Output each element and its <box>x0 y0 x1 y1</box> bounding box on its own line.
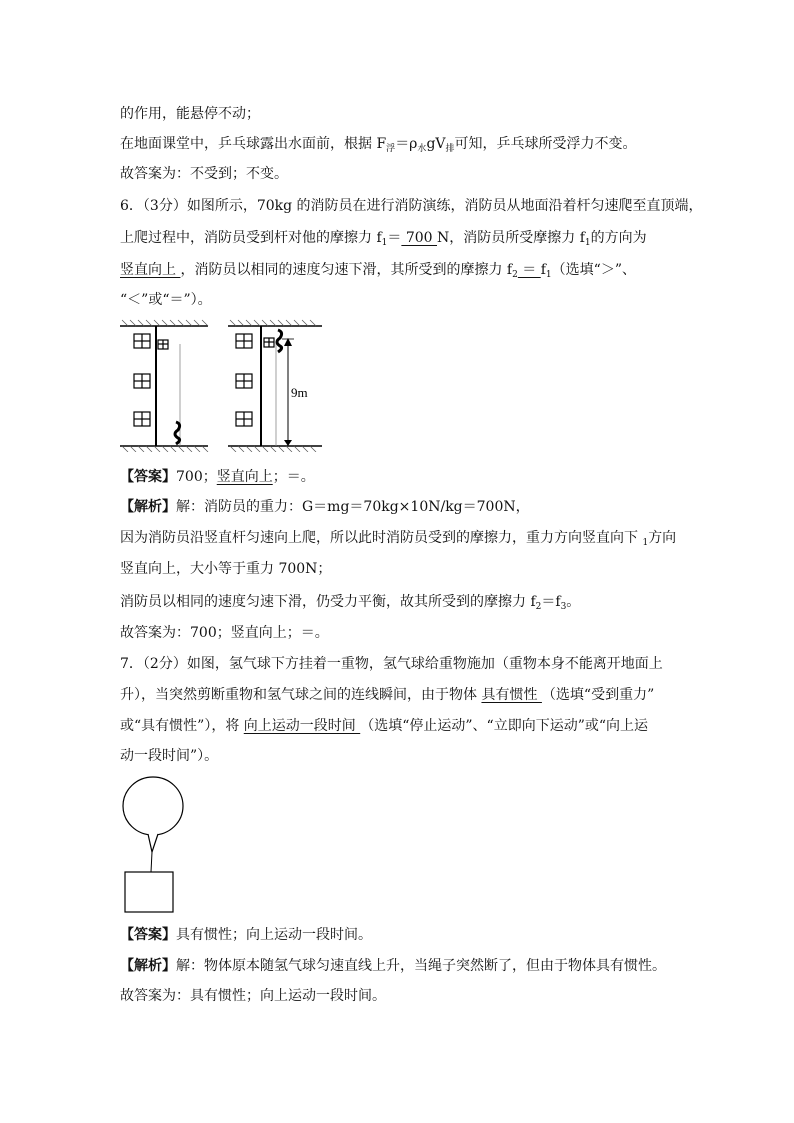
answer-blank: 竖直向上 <box>120 262 181 278</box>
final-answer-6: 故答案为：700；竖直向上；＝。 <box>120 625 329 641</box>
question-7-line: 或“具有惯性”），将 向上运动一段时间 （选填“停止运动”、“立即向下运动”或“向上运 <box>120 718 649 734</box>
question-6: 6．（3分）如图所示，70kg 的消防员在进行消防演练，消防员从地面沿着杆匀速爬至直顶端， <box>120 198 703 214</box>
question-7-line: 动一段时间”）。 <box>120 748 219 764</box>
firefighter-icon <box>175 422 180 444</box>
question-6-line: 竖直向上 ，消防员以相同的速度匀速下滑，其所受到的摩擦力 $f_2 = f_1$（选填“＞”、 <box>120 262 636 280</box>
text-line: 在地面课堂中，乒乓球露出水面前，根据 $F_浮=\rho_水gV_排$可知，乒乓球所受浮力不变。 <box>120 136 637 154</box>
explanation-6-line: 消防员以相同的速度匀速下滑，仍受力平衡，故其所受到的摩擦力 $f_2=f_3$。 <box>120 594 581 612</box>
balloon-figure <box>118 774 190 916</box>
figure-right-panel <box>228 320 322 452</box>
answer-blank: ＝ <box>517 262 541 278</box>
answer-blank: 700 <box>401 230 437 246</box>
answer-6: 【答案】700；竖直向上；＝。 <box>120 469 315 485</box>
explanation-7: 【解析】解：物体原本随氢气球匀速直线上升，当绳子突然断了，但由于物体具有惯性。 <box>120 958 666 974</box>
answer-blank: 具有惯性 <box>481 687 542 703</box>
firefighter-icon <box>277 330 282 352</box>
figure-left-panel <box>120 320 208 452</box>
question-6-line: “＜”或“＝”）。 <box>120 292 212 308</box>
answer-7: 【答案】具有惯性；向上运动一段时间。 <box>120 927 372 943</box>
firefighter-figure <box>118 318 338 452</box>
height-label: 9m <box>291 385 308 400</box>
answer-blank: 向上运动一段时间 <box>243 718 361 734</box>
question-7-line: 升），当突然剪断重物和氢气球之间的连线瞬间，由于物体 具有惯性 （选填“受到重力” <box>120 687 655 703</box>
explanation-6-line: 因为消防员沿竖直杆匀速向上爬，所以此时消防员受到的摩擦力，重力方向竖直向下 $_1$方向 <box>120 530 677 548</box>
question-6-line: 上爬过程中，消防员受到杆对他的摩擦力 $f_1= 700$ N，消防员所受摩擦力 $f_1$的方向为 <box>120 230 647 248</box>
question-7: 7．（2分）如图，氢气球下方挂着一重物，氢气球给重物施加（重物本身不能离开地面上 <box>120 656 663 672</box>
weight-box <box>125 872 173 912</box>
explanation-6: 【解析】解：消防员的重力：G＝mg＝70kg×10N/kg＝700N， <box>120 499 530 515</box>
text-line: 故答案为：不受到；不变。 <box>120 166 288 182</box>
balloon-icon <box>123 777 183 835</box>
text-line: 的作用，能悬停不动； <box>120 106 260 122</box>
final-answer-7: 故答案为：具有惯性；向上运动一段时间。 <box>120 988 386 1004</box>
explanation-6-line: 竖直向上，大小等于重力 700N； <box>120 561 332 577</box>
